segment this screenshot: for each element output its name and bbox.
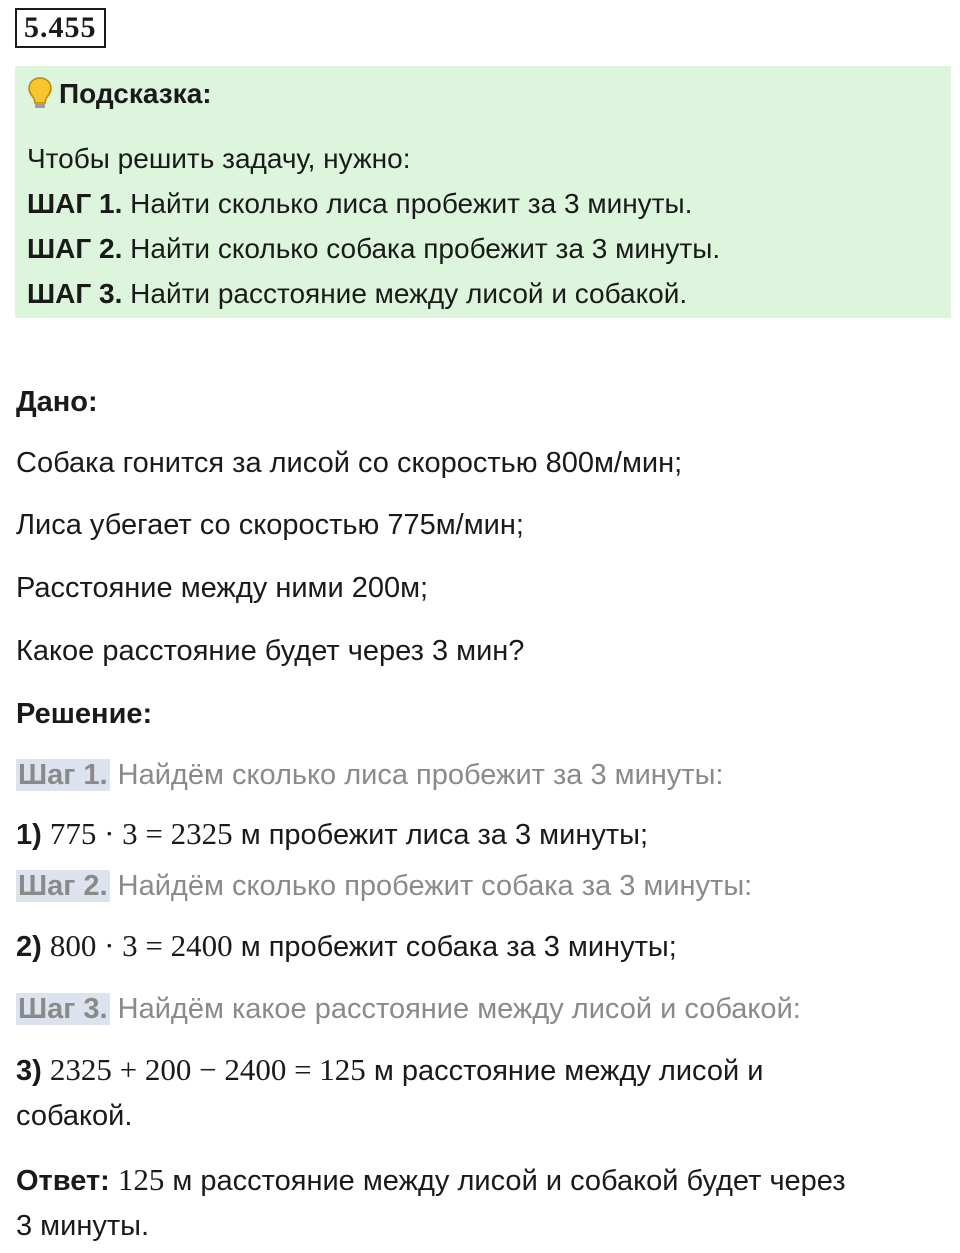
- given-line: Расстояние между ними 200м;: [16, 572, 429, 604]
- hint-title: [27, 76, 212, 111]
- step-tag: Шаг 1.: [18, 759, 108, 791]
- given-line: Какое расстояние будет через 3 мин?: [16, 635, 525, 667]
- hint-step-text: Найти сколько лиса пробежит за 3 минуты.: [122, 188, 693, 219]
- solution-step-2-title: [16, 868, 752, 904]
- step-description: Найдём сколько пробежит собака за 3 минуты:: [109, 870, 753, 902]
- given-line: Собака гонится за лисой со скоростью 800м/мин;: [16, 447, 683, 479]
- calc-result: м расстояние между лисой и: [365, 1055, 764, 1087]
- step-tag: Шаг 2.: [18, 870, 108, 902]
- hint-step-1: [27, 187, 692, 221]
- step-tag: Шаг 3.: [18, 993, 108, 1025]
- solution-heading: Решение:: [16, 698, 153, 730]
- solution-step-3-calc: [16, 1052, 763, 1089]
- calc-number: 3): [16, 1055, 42, 1087]
- hint-box: [15, 66, 951, 318]
- answer-text: м расстояние между лисой и собакой будет через: [164, 1165, 846, 1197]
- hint-step-text: Найти сколько собака пробежит за 3 минуты.: [122, 233, 721, 264]
- answer-continued: 3 минуты.: [16, 1210, 150, 1242]
- lightbulb-icon: [27, 76, 53, 110]
- calc-expression: 2325 + 200 − 2400 = 125: [49, 1052, 366, 1087]
- given-line: Лиса убегает со скоростью 775м/мин;: [16, 509, 524, 541]
- hint-title-text: Подсказка:: [59, 78, 212, 109]
- calc-expression: 800 · 3 = 2400: [49, 928, 233, 963]
- hint-step-label: ШАГ 1.: [27, 188, 123, 219]
- hint-step-label: ШАГ 3.: [27, 278, 123, 309]
- hint-step-text: Найти расстояние между лисой и собакой.: [122, 278, 688, 309]
- solution-step-3-title: [16, 991, 801, 1027]
- solution-step-1-title: [16, 757, 724, 793]
- hint-step-label: ШАГ 2.: [27, 233, 123, 264]
- calc-result: м пробежит собака за 3 минуты;: [232, 931, 677, 963]
- calc-expression: 775 · 3 = 2325: [49, 816, 233, 851]
- calc-result: м пробежит лиса за 3 минуты;: [232, 819, 649, 851]
- calc-number: 2): [16, 931, 42, 963]
- solution-step-3-calc-continued: собакой.: [16, 1100, 133, 1132]
- hint-step-3: [27, 277, 687, 311]
- answer-value: 125: [117, 1162, 165, 1197]
- calc-number: 1): [16, 819, 42, 851]
- answer-label: Ответ:: [16, 1165, 110, 1197]
- given-heading: Дано:: [16, 386, 98, 418]
- hint-intro: Чтобы решить задачу, нужно:: [27, 143, 411, 174]
- hint-step-2: [27, 232, 720, 266]
- answer: [16, 1162, 846, 1199]
- problem-number: 5.455: [15, 8, 106, 48]
- step-description: Найдём какое расстояние между лисой и собакой:: [109, 993, 801, 1025]
- step-description: Найдём сколько лиса пробежит за 3 минуты:: [109, 759, 724, 791]
- solution-step-2-calc: [16, 928, 677, 965]
- solution-step-1-calc: [16, 816, 648, 853]
